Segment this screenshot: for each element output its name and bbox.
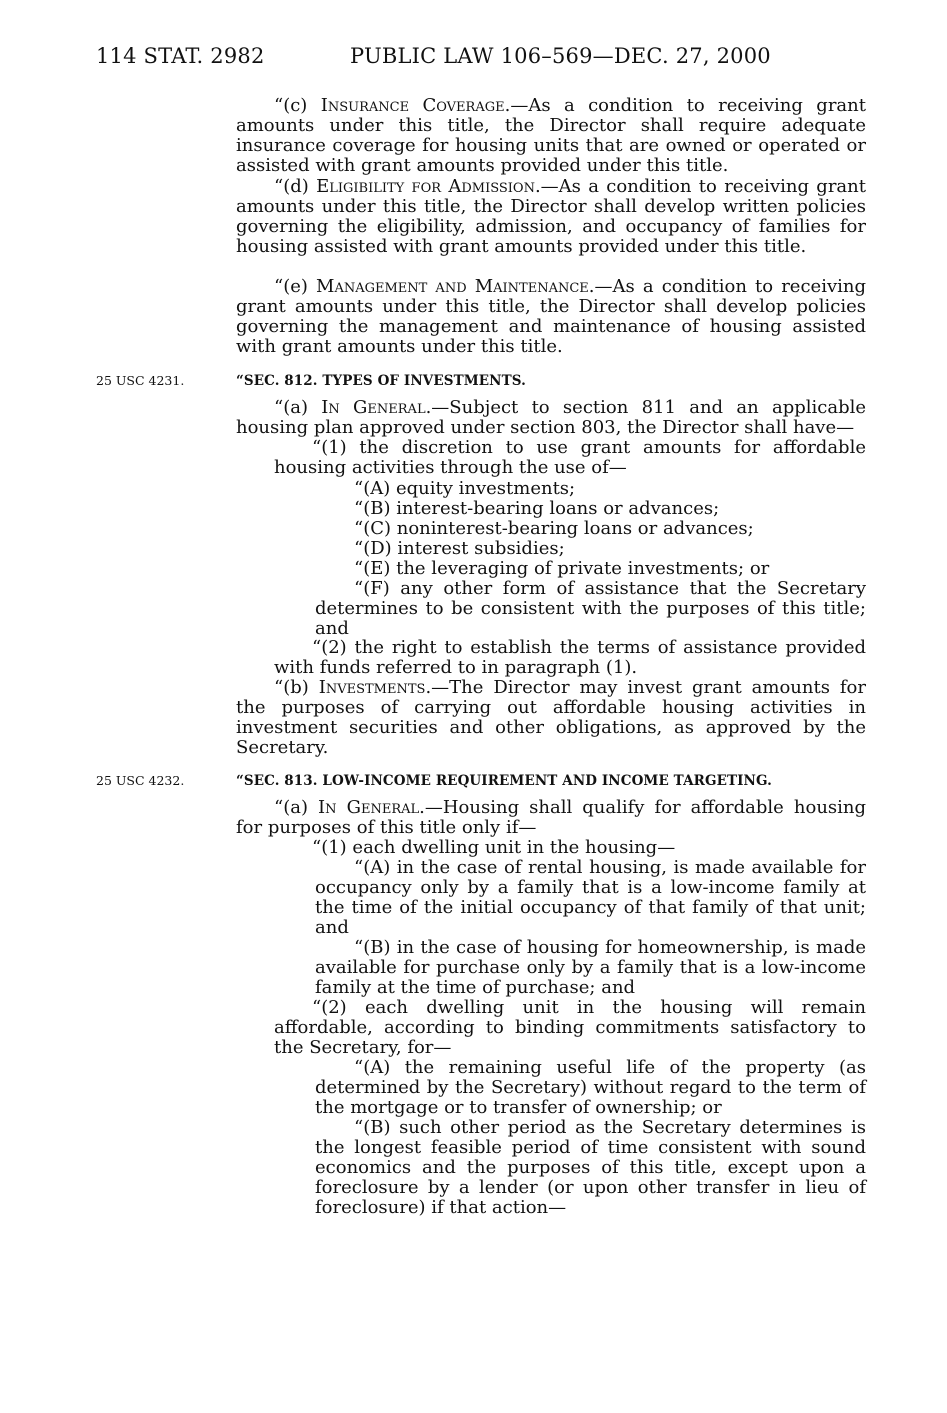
sec813-item-1A: “(A) in the case of rental housing, is made available for occupancy only by a family that is a low-income family at the time of the initial occupancy of that family of that unit; and bbox=[315, 857, 866, 938]
sec812-paragraph-a: “(a) In General.—Subject to section 811 and an applicable housing plan approved under section 803, the Director shall have— bbox=[236, 397, 866, 438]
sec812-item-F: “(F) any other form of assistance that the Secretary determines to be consistent with the purposes of this title; and bbox=[315, 578, 866, 639]
sec813-item-2: “(2) each dwelling unit in the housing will remain affordable, according to binding commitments satisfactory to the Secretary, for— bbox=[274, 997, 866, 1058]
sec812-item-A: “(A) equity investments; bbox=[354, 478, 576, 499]
stat-page-number: 114 STAT. 2982 bbox=[96, 44, 265, 68]
sec812-item-E: “(E) the leveraging of private investments; or bbox=[354, 558, 770, 579]
sec812-item-B: “(B) interest-bearing loans or advances; bbox=[354, 498, 720, 519]
margin-citation-812: 25 USC 4231. bbox=[96, 373, 185, 388]
paragraph-e: “(e) Management and Maintenance.—As a condition to receiving grant amounts under this title, the Director shall develop policies governing the management and maintenance of housing assisted with grant amounts under this title. bbox=[236, 276, 866, 357]
section-813-heading: “SEC. 813. LOW-INCOME REQUIREMENT AND INCOME TARGETING. bbox=[236, 773, 772, 789]
sec812-item-C: “(C) noninterest-bearing loans or advances; bbox=[354, 518, 754, 539]
sec812-item-D: “(D) interest subsidies; bbox=[354, 538, 565, 559]
sec813-item-1B: “(B) in the case of housing for homeownership, is made available for purchase only by a family that is a low-income family at the time of purchase; and bbox=[315, 937, 866, 998]
section-812-heading: “SEC. 812. TYPES OF INVESTMENTS. bbox=[236, 373, 526, 389]
paragraph-c: “(c) Insurance Coverage.—As a condition to receiving grant amounts under this title, the Director shall require adequate insurance coverage for housing units that are owned or operated or assisted with grant amounts provided under this title. bbox=[236, 95, 866, 176]
public-law-title: PUBLIC LAW 106–569—DEC. 27, 2000 bbox=[350, 44, 771, 68]
margin-citation-813: 25 USC 4232. bbox=[96, 773, 185, 788]
sec812-paragraph-b: “(b) Investments.—The Director may invest grant amounts for the purposes of carrying out affordable housing activities in investment securities and other obligations, as approved by the Secretary. bbox=[236, 677, 866, 758]
sec812-item-2: “(2) the right to establish the terms of assistance provided with funds referred to in paragraph (1). bbox=[274, 637, 866, 678]
paragraph-d: “(d) Eligibility for Admission.—As a condition to receiving grant amounts under this title, the Director shall develop written policies governing the eligibility, admission, and occupancy of families for housing assisted with grant amounts provided under this title. bbox=[236, 176, 866, 257]
sec812-item-1: “(1) the discretion to use grant amounts for affordable housing activities through the use of— bbox=[274, 437, 866, 478]
sec813-item-1: “(1) each dwelling unit in the housing— bbox=[312, 837, 676, 858]
sec813-item-2A: “(A) the remaining useful life of the property (as determined by the Secretary) without regard to the term of the mortgage or to transfer of ownership; or bbox=[315, 1057, 866, 1118]
sec813-paragraph-a: “(a) In General.—Housing shall qualify for affordable housing for purposes of this title only if— bbox=[236, 797, 867, 838]
sec813-item-2B: “(B) such other period as the Secretary determines is the longest feasible period of time consistent with sound economics and the purposes of this title, except upon a foreclosure by a lender (or upon other transfer in lieu of foreclosure) if that action— bbox=[315, 1117, 866, 1218]
